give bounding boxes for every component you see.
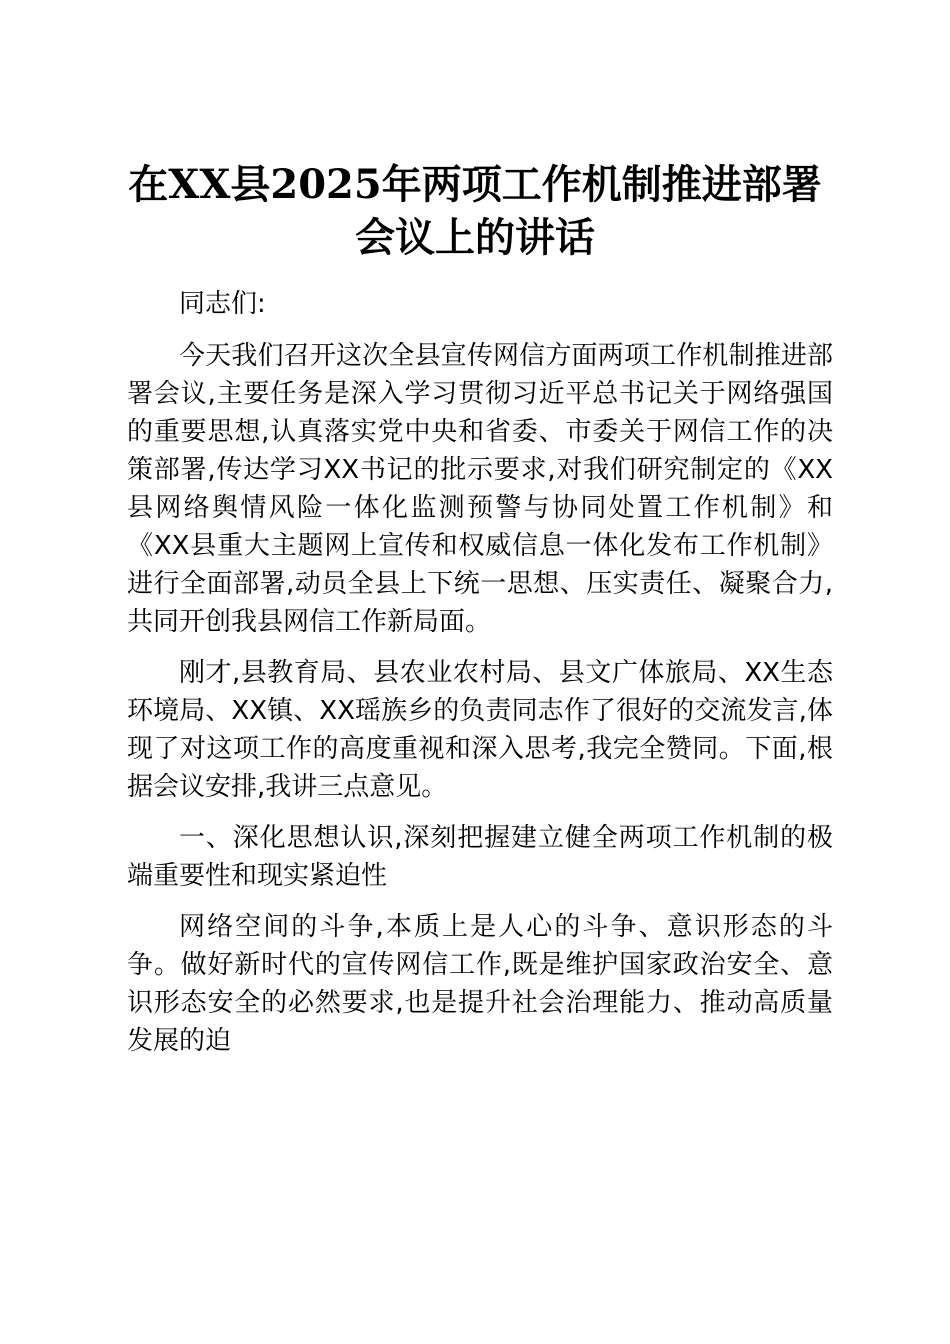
salutation-paragraph: 同志们: [179, 289, 266, 319]
document-title: 在XX县2025年两项工作机制推进部署会议上的讲话 [128, 161, 822, 261]
document-body [127, 285, 833, 1073]
section-heading-1: 一、深化思想认识,深刻把握建立健全两项工作机制的极端重要性和现实紧迫性 [127, 823, 833, 891]
section-1-paragraph: 网络空间的斗争,本质上是人心的斗争、意识形态的斗争。做好新时代的宣传网信工作,既是维护国家政治安全、意识形态安全的必然要求,也是提升社会治理能力、推动高质量发展的迫 [127, 912, 833, 1056]
response-paragraph: 刚才,县教育局、县农业农村局、县文广体旅局、XX生态环境局、XX镇、XX瑶族乡的负责同志作了很好的交流发言,体现了对这项工作的高度重视和深入思考,我完全赞同。下面,根据会议安排,我讲三点意见。 [127, 658, 833, 802]
intro-paragraph: 今天我们召开这次全县宣传网信方面两项工作机制推进部署会议,主要任务是深入学习贯彻习近平总书记关于网络强国的重要思想,认真落实党中央和省委、市委关于网信工作的决策部署,传达学习XX书记的批示要求,对我们研究制定的《XX县网络舆情风险一体化监测预警与协同处置工作机制》和《XX县重大主题网上宣传和权威信息一体化发布工作机制》进行全面部署,动员全县上下统一思想、压实责任、凝聚合力,共同开创我县网信工作新局面。 [127, 341, 833, 637]
